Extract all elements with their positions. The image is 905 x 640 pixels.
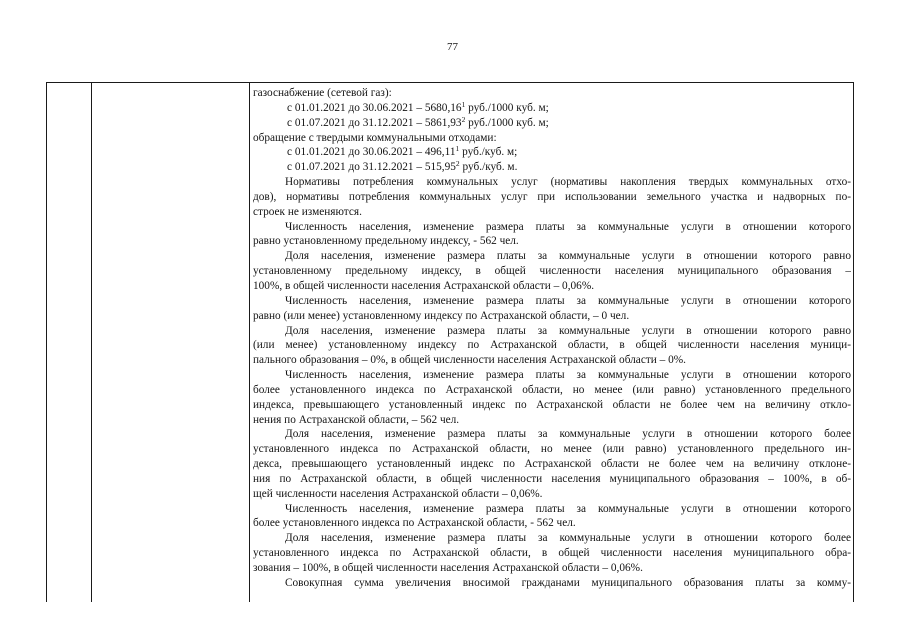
text-line [253,205,851,220]
table-cell-number [47,83,90,601]
text-line [253,531,851,546]
text-line [253,279,851,294]
text-line-content: установленного индекса по Астраханской области, в общей численности населения муниципального обра- [253,547,851,560]
text-line-content: Численность населения, изменение размера платы за коммунальные услуги в отношении которого [285,294,851,307]
text-line [253,383,851,398]
text-line-content: Доля населения, изменение размера платы за коммунальные услуги в отношении которого более [285,428,851,441]
text-line [253,220,851,235]
text-line-content: ния по Астраханской области, в общей численности населения муниципального образования – 100%, в об- [253,472,851,485]
text-line [253,145,851,160]
text-line-content: пального образования – 0%, в общей численности населения Астраханской области – 0%. [253,354,686,367]
text-line-content: Доля населения, изменение размера платы за коммунальные услуги в отношении которого равно [285,324,851,337]
text-line [253,546,851,561]
footnote-marker: 2 [461,115,466,124]
text-line-content: 100%, в общей численности населения Астраханской области – 0,06%. [253,279,595,292]
text-line [253,249,851,264]
text-line [253,413,851,428]
text-line-content: дов), нормативы потребления коммунальных услуг при использовании земельного участка и надворных по- [253,190,851,203]
text-line-content: зования – 100%, в общей численности населения Астраханской области – 0,06%. [253,562,643,574]
text-line-content: газоснабжение (сетевой газ): [253,87,392,99]
text-line-content: строек не изменяются. [253,205,362,218]
text-line-content: обращение с твердыми коммунальными отходами: [253,131,497,144]
text-line [253,294,851,309]
text-line-content: Численность населения, изменение размера платы за коммунальные услуги в отношении которого [285,369,851,382]
page-number: 77 [447,41,458,53]
text-line-content: с 01.07.2021 до 31.12.2021 – 515,95 [287,161,456,174]
text-line-content: Доля населения, изменение размера платы за коммунальные услуги в отношении которого более [285,532,851,545]
table-cell-text [253,86,851,596]
text-line-content: Численность населения, изменение размера платы за коммунальные услуги в отношении которого [285,502,851,515]
text-line-unit: руб./куб. м. [459,161,518,174]
text-line-content: равно установленному предельному индексу, - 562 чел. [253,235,519,248]
text-line-unit: руб./1000 куб. м; [465,101,549,114]
table-cell-name [92,83,248,601]
text-line [253,101,851,116]
text-line [253,398,851,413]
text-line-content: с 01.01.2021 до 30.06.2021 – 496,11 [287,146,456,159]
text-line [253,516,851,531]
text-line-content: (или менее) установленному индексу по Астраханской области, в общей численности населения муници- [253,339,851,352]
text-line [253,472,851,487]
text-line [253,190,851,205]
footnote-marker: 1 [455,145,460,154]
text-line-content: установленного индекса по Астраханской области, но менее (или равно) установленного предельного ин- [253,443,851,456]
text-line [253,576,851,591]
text-line-content: установленному предельному индексу, в общей численности населения муниципального образования – [253,265,851,278]
text-line [253,86,851,101]
text-line-content: Численность населения, изменение размера платы за коммунальные услуги в отношении которого [285,220,851,233]
text-line-content: более установленного индекса по Астраханской области, но менее (или равно) установленного предельного [253,383,851,396]
footnote-marker: 2 [455,160,460,169]
text-line [253,160,851,175]
column-divider-2 [249,82,250,602]
text-line [253,116,851,131]
text-line [253,309,851,324]
text-line [253,368,851,383]
text-line [253,427,851,442]
text-line [253,234,851,249]
text-line-content: щей численности населения Астраханской области – 0,06%. [253,487,543,500]
text-line-content: более установленного индекса по Астраханской области, - 562 чел. [253,517,576,530]
text-line [253,561,851,576]
footnote-marker: 1 [461,100,466,109]
text-line-content: Доля населения, изменение размера платы за коммунальные услуги в отношении которого равно [285,250,851,263]
text-line [253,264,851,279]
text-line-content: Совокупная сумма увеличения вносимой гражданами муниципального образования платы за комму- [285,576,851,589]
text-line [253,487,851,502]
text-line [253,175,851,190]
text-line-unit: руб./1000 куб. м; [465,116,549,129]
text-line [253,131,851,146]
text-line-content: равно (или менее) установленному индексу по Астраханской области, – 0 чел. [253,309,630,322]
text-line [253,442,851,457]
text-line-content: нения по Астраханской области, – 562 чел. [253,413,460,426]
text-line-content: индекса, превышающего установленный индекс по Астраханской области не более чем на величину откло- [253,398,851,411]
text-line [253,353,851,368]
text-line [253,502,851,517]
text-line-content: с 01.07.2021 до 31.12.2021 – 5861,93 [287,116,462,129]
text-line [253,338,851,353]
text-line-content: Нормативы потребления коммунальных услуг (нормативы накопления твердых коммунальных отхо- [285,176,851,189]
text-line-unit: руб./куб. м; [459,146,518,159]
text-line-content: декса, превышающего установленный индекс по Астраханской области не более чем на величину отклоне- [253,458,851,471]
text-line [253,324,851,339]
text-line [253,457,851,472]
text-line-content: с 01.01.2021 до 30.06.2021 – 5680,16 [287,101,462,114]
